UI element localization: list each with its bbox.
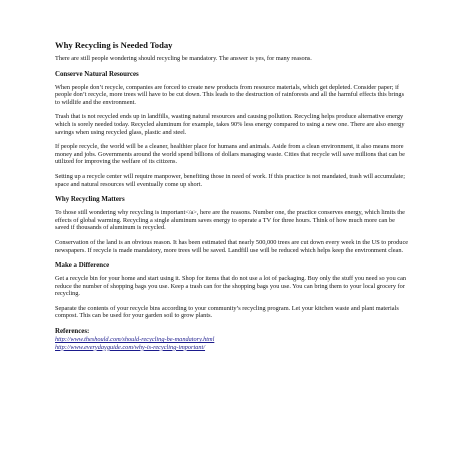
references-heading: References: (55, 328, 90, 336)
section-heading: Conserve Natural Resources (55, 70, 139, 78)
references-block (55, 328, 410, 351)
paragraph: Get a recycle bin for your home and start using it. Shop for items that do not use a lot of packaging. Buy only the stuff you need so you can reduce the number of shopping bags you use. Keep a trash can for the shopping bags you use. You can bring them to your local grocery for recycling. (55, 275, 407, 298)
paragraph: When people don’t recycle, companies are forced to create new products from resource materials, which get depleted. Consider paper; if people don’t recycle, more trees will have to be cut down. This leads to the destruction of rainforests and all the harmful effects this brings to wildlife and the environment. (55, 83, 405, 106)
section-conserve (55, 70, 410, 189)
paragraph: If people recycle, the world will be a cleaner, healthier place for humans and animals. Aside from a clean environment, it also means more money and jobs. Governments around the world spend billions of dollars managing waste. Cities that recycle will save millions that can be utilized for improving the welfare of its citizens. (55, 143, 405, 166)
reference-link[interactable]: http://www.everydayguide.com/why-is-recycling-important/ (55, 343, 206, 351)
section-make-difference (55, 261, 410, 320)
section-heading: Make a Difference (55, 262, 110, 270)
section-heading: Why Recycling Matters (55, 196, 125, 204)
paragraph: Setting up a recycle center will require manpower, benefiting those in need of work. If this practice is not mandated, trash will accumulate; space and natural resources will eventually come up short. (55, 172, 405, 188)
reference-link[interactable]: http://www.theshould.com/should-recycling-be-mandatory.html (55, 336, 215, 344)
paragraph: Separate the contents of your recycle bins according to your community’s recycling program. Let your kitchen waste and plant materials compost. This can be used for your garden soil to grow plants. (55, 304, 399, 320)
paragraph: To those still wondering why recycling is important</a>, here are the reasons. Number one, the practice conserves energy, which limits the effects of global warming. Recycling a single aluminum saves energy to operate a TV for three hours. Think of how much more can be saved if thousands of aluminum is recycled. (55, 209, 405, 232)
paragraph: Conservation of the land is an obvious reason. It has been estimated that nearly 500,000 trees are cut down every week in the US to produce newspapers. If recycle is made mandatory, more trees will be saved. Landfill use will be reduced which helps keep the environment clean. (55, 238, 409, 254)
intro-paragraph: There are still people wondering should recycling be mandatory. The answer is yes, for many reasons. (55, 55, 312, 62)
document-page (55, 40, 410, 351)
page-title: Why Recycling is Needed Today (55, 40, 173, 50)
section-why-matters (55, 195, 410, 254)
paragraph: Trash that is not recycled ends up in landfills, wasting natural resources and causing pollution. Recycling helps produce alternative energy which is sorely needed today. Recycled aluminum for example, takes 90% less energy compared to using a new one. There are also energy savings when using recycled glass, plastic and steel. (55, 113, 405, 136)
